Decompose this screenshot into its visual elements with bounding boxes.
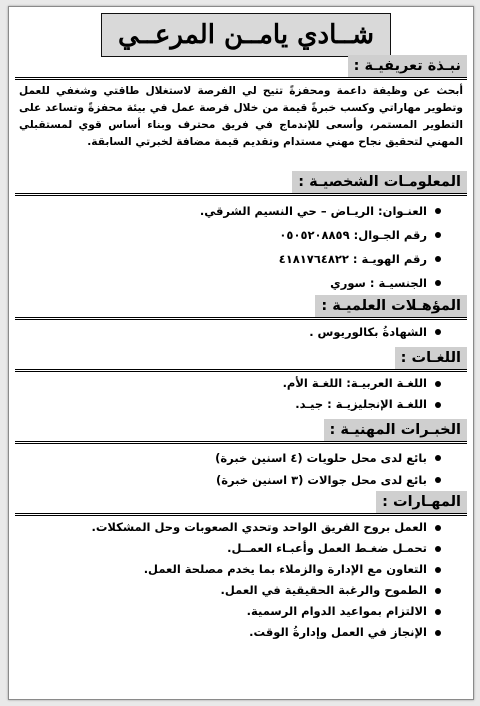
section-header-education <box>15 295 467 320</box>
experience-item: بائع لدى محل جوالات (٣ اسنين خبرة) <box>215 469 441 491</box>
languages-list <box>283 373 441 415</box>
personal-info-phone: رقم الجـوال: ٠٥٠٥٢٠٨٨٥٩ <box>200 223 441 247</box>
section-header-personal <box>15 171 467 196</box>
personal-info-nationality: الجنسيـة : سوري <box>200 271 441 295</box>
skill-item: الطموح والرغبة الحقيقية في العمل. <box>91 580 441 601</box>
skill-item: تحمـل ضغـط العمل وأعبـاء العمــل. <box>91 538 441 559</box>
experience-item: بائع لدى محل حلويات (٤ اسنين خبرة) <box>215 447 441 469</box>
education-item: الشهادةُ بكالوريوس . <box>309 321 441 343</box>
education-list <box>309 321 441 343</box>
personal-info-address: العنـوان: الريـاض – حي النسيم الشرقي. <box>200 199 441 223</box>
section-title-personal: المعلومـات الشخصيـة : <box>292 171 467 193</box>
skill-item: الالتزام بمواعيد الدوام الرسمية. <box>91 601 441 622</box>
section-header-about <box>15 55 467 80</box>
about-paragraph: أبحث عن وظيفة داعمة ومحفزةً تتيح لي الفرصة لاستغلال طاقتي وشغفي للعمل وتطوير مهاراتي وكسب خبرةً قيمة من خلال فرصة عمل في بيئة محفزةً وتساعد على التطوير المستمر، وأسعى للإندماج في فريق محترف وبناء أساس قوي لمستقبلي المهني لتحقيق نجاح مهني مستدام وتقديم قيمة مضافة لخبرتي السابقة. <box>19 85 463 148</box>
cv-page <box>8 6 474 700</box>
section-header-skills <box>15 491 467 516</box>
skills-list <box>91 517 441 643</box>
personal-info-list <box>200 199 441 295</box>
section-title-experience: الخبـرات المهنيـة : <box>324 419 468 441</box>
language-item-arabic: اللغـة العربيـة: اللغـة الأم. <box>283 373 441 394</box>
skill-item: الإنجاز في العمل وإدارةُ الوقت. <box>91 622 441 643</box>
language-item-english: اللغـة الإنجليزيـة : جيـد. <box>283 394 441 415</box>
skill-item: التعاون مع الإدارة والزملاء بما يخدم مصلحة العمل. <box>91 559 441 580</box>
cv-name-title: شــادي يامــن المرعــي <box>101 13 391 57</box>
section-title-about: نبـذة تعريفيـة : <box>348 55 467 77</box>
section-title-education: المؤهـلات العلميـة : <box>315 295 467 317</box>
experience-list <box>215 447 441 491</box>
personal-info-id: رقم الهويـة : ٤١٨١٧٦٤٨٢٢ <box>200 247 441 271</box>
skill-item: العمل بروح الفريق الواحد وتحدي الصعوبات وحل المشكلات. <box>91 517 441 538</box>
section-title-skills: المهـارات : <box>376 491 467 513</box>
section-header-experience <box>15 419 467 444</box>
section-header-languages <box>15 347 467 372</box>
section-title-languages: اللغـات : <box>395 347 467 369</box>
